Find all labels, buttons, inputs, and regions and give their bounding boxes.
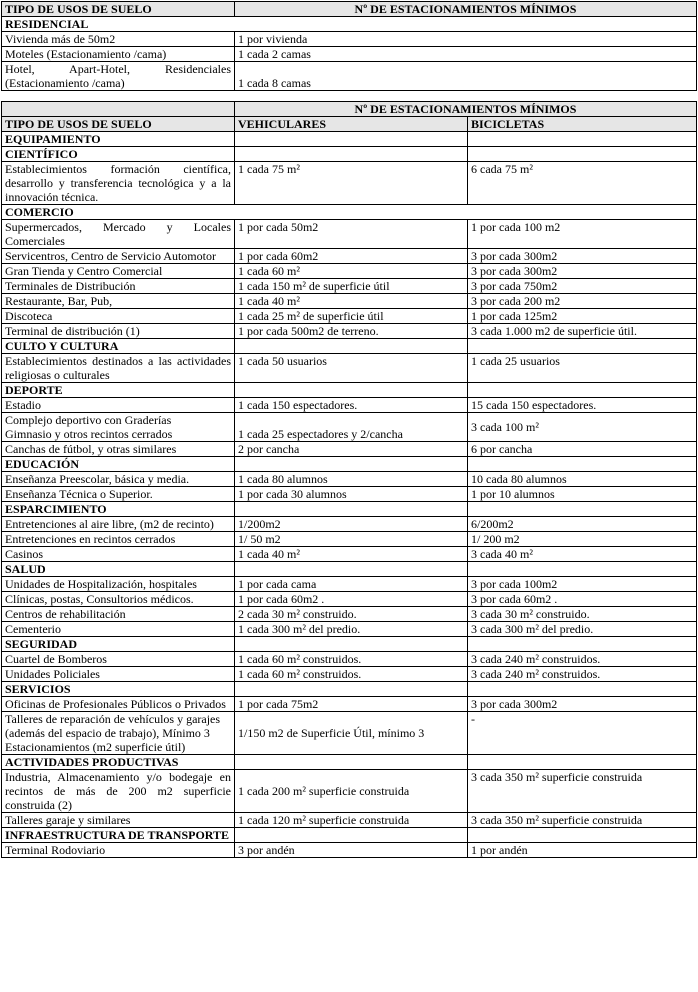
vehiculares-cell: 1 por cada cama [235,577,468,592]
table-row [2,652,697,667]
vehiculares-cell: 1 cada 40 m² [235,547,468,562]
uso-cell: Centros de rehabilitación [2,607,235,622]
bicicletas-cell: 3 cada 300 m² del predio. [468,622,697,637]
vehiculares-cell: 1 por cada 60m2 [235,249,468,264]
uso-cell: Restaurante, Bar, Pub, [2,294,235,309]
bicicletas-cell: 3 cada 240 m² construidos. [468,667,697,682]
header-tipo: TIPO DE USOS DE SUELO [2,117,235,132]
uso-line: Complejo deportivo con Graderías [5,413,172,427]
vehiculares-cell: 1 por cada 75m2 [235,697,468,712]
valor-cell: 1 por vivienda [235,32,697,47]
bicicletas-cell: 10 cada 80 alumnos [468,472,697,487]
bicicletas-cell: 1 cada 25 usuarios [468,354,697,383]
section-row [2,828,697,843]
uso-cell: Vivienda más de 50m2 [2,32,235,47]
bicicletas-cell: 3 cada 350 m² superficie construida [468,813,697,828]
vehiculares-cell: 1 cada 80 alumnos [235,472,468,487]
vehiculares-cell: 1 cada 120 m² superficie construida [235,813,468,828]
header-tipo: TIPO DE USOS DE SUELO [2,2,235,17]
table-row [2,47,697,62]
table-row [2,813,697,828]
vehiculares-cell: 1 cada 40 m² [235,294,468,309]
vehiculares-cell: 1 cada 150 espectadores. [235,398,468,413]
section-row [2,562,697,577]
table-row [2,309,697,324]
bicicletas-cell: 6 cada 75 m² [468,162,697,205]
vehiculares-cell: 1 por cada 60m2 . [235,592,468,607]
section-esparcimiento: ESPARCIMIENTO [2,502,235,517]
bicicletas-cell: 3 cada 240 m² construidos. [468,652,697,667]
header-estacionamientos: Nº DE ESTACIONAMIENTOS MÍNIMOS [235,102,697,117]
uso-cell: Supermercados, Mercado y Locales Comerciales [2,220,235,249]
vehiculares-cell: 1 por cada 50m2 [235,220,468,249]
uso-cell: Servicentros, Centro de Servicio Automotor [2,249,235,264]
bicicletas-cell: 3 por cada 300m2 [468,264,697,279]
bicicletas-cell: 1 por cada 125m2 [468,309,697,324]
header-bicicletas: BICICLETAS [468,117,697,132]
table-row [2,220,697,249]
section-row [2,457,697,472]
uso-cell: Entretenciones al aire libre, (m2 de recinto) [2,517,235,532]
uso-cell: Talleres de reparación de vehículos y garajes (además del espacio de trabajo), Mínimo 3 Estacionamientos (m2 superficie útil) [2,712,235,755]
bicicletas-cell: 3 cada 100 m² [468,413,697,442]
bicicletas-cell: 3 cada 1.000 m2 de superficie útil. [468,324,697,339]
vehiculares-cell: 1 cada 75 m² [235,162,468,205]
vehiculares-cell: 1 cada 60 m² construidos. [235,652,468,667]
section-equipamiento: EQUIPAMIENTO [2,132,235,147]
bicicletas-cell: 3 cada 40 m² [468,547,697,562]
table-row [2,264,697,279]
uso-cell: Terminales de Distribución [2,279,235,294]
uso-cell: Unidades Policiales [2,667,235,682]
uso-cell: Talleres garaje y similares [2,813,235,828]
vehiculares-cell: 2 por cancha [235,442,468,457]
vehiculares-cell: 1 cada 60 m² [235,264,468,279]
header-row [2,117,697,132]
uso-cell: Estadio [2,398,235,413]
table-row [2,413,697,442]
bicicletas-cell: - [468,712,697,755]
bicicletas-cell: 3 cada 30 m² construido. [468,607,697,622]
table-row [2,32,697,47]
table-row [2,162,697,205]
section-row [2,147,697,162]
section-servicios: SERVICIOS [2,682,235,697]
table-row [2,547,697,562]
section-residencial: RESIDENCIAL [2,17,697,32]
residencial-table [1,1,697,91]
table-row [2,398,697,413]
vehiculares-cell: 1 cada 50 usuarios [235,354,468,383]
section-productivas: ACTIVIDADES PRODUCTIVAS [2,755,235,770]
vehiculares-cell: 2 cada 30 m² construido. [235,607,468,622]
uso-cell: Establecimientos formación científica, desarrollo y transferencia tecnológica y a la innovación técnica. [2,162,235,205]
section-row [2,383,697,398]
vehiculares-cell: 1/ 50 m2 [235,532,468,547]
bicicletas-cell: 3 por cada 100m2 [468,577,697,592]
uso-cell: Entretenciones en recintos cerrados [2,532,235,547]
section-row [2,339,697,354]
section-cientifico: CIENTÍFICO [2,147,235,162]
uso-cell: Moteles (Estacionamiento /cama) [2,47,235,62]
table-row [2,62,697,91]
table-row [2,324,697,339]
table-row [2,442,697,457]
bicicletas-cell: 15 cada 150 espectadores. [468,398,697,413]
section-row [2,205,697,220]
uso-cell: Discoteca [2,309,235,324]
valor-cell: 1 cada 8 camas [235,62,697,91]
vehiculares-cell: 1 cada 300 m² del predio. [235,622,468,637]
table-row [2,667,697,682]
uso-cell: Canchas de fútbol, y otras similares [2,442,235,457]
bicicletas-cell: 3 por cada 750m2 [468,279,697,294]
vehiculares-cell: 1/200m2 [235,517,468,532]
bicicletas-cell: 1 por cada 100 m2 [468,220,697,249]
vehiculares-cell: 1 cada 25 m² de superficie útil [235,309,468,324]
vehiculares-cell: 1 cada 150 m² de superficie útil [235,279,468,294]
table-row [2,843,697,858]
section-culto: CULTO Y CULTURA [2,339,235,354]
vehiculares-cell: 1 cada 200 m² superficie construida [235,770,468,813]
table-row [2,622,697,637]
uso-cell: Establecimientos destinados a las actividades religiosas o culturales [2,354,235,383]
bicicletas-cell: 3 por cada 60m2 . [468,592,697,607]
table-row [2,294,697,309]
table-row [2,354,697,383]
bicicletas-cell: 3 por cada 300m2 [468,697,697,712]
table-row [2,487,697,502]
uso-cell: Cuartel de Bomberos [2,652,235,667]
uso-cell: Terminal Rodoviario [2,843,235,858]
section-row [2,637,697,652]
bicicletas-cell: 1 por 10 alumnos [468,487,697,502]
uso-cell: Oficinas de Profesionales Públicos o Privados [2,697,235,712]
bicicletas-cell: 1 por andén [468,843,697,858]
uso-cell: Industria, Almacenamiento y/o bodegaje en recintos de más de 200 m2 superficie construida (2) [2,770,235,813]
table-row [2,532,697,547]
table-row [2,607,697,622]
uso-cell: Enseñanza Preescolar, básica y media. [2,472,235,487]
table-row [2,249,697,264]
section-educacion: EDUCACIÓN [2,457,235,472]
section-row [2,502,697,517]
table-row [2,697,697,712]
vehiculares-cell: 1 cada 25 espectadores y 2/cancha [235,413,468,442]
uso-cell: Casinos [2,547,235,562]
header-empty [2,102,235,117]
section-row [2,682,697,697]
uso-cell: Unidades de Hospitalización, hospitales [2,577,235,592]
uso-cell: Cementerio [2,622,235,637]
table-row [2,770,697,813]
table-row [2,517,697,532]
table-row [2,592,697,607]
header-row [2,102,697,117]
bicicletas-cell: 3 por cada 200 m2 [468,294,697,309]
bicicletas-cell: 3 cada 350 m² superficie construida [468,770,697,813]
section-seguridad: SEGURIDAD [2,637,235,652]
uso-cell: Gran Tienda y Centro Comercial [2,264,235,279]
section-comercio: COMERCIO [2,205,697,220]
table-row [2,279,697,294]
header-row [2,2,697,17]
uso-cell: Hotel, Apart-Hotel, Residenciales (Estacionamiento /cama) [2,62,235,91]
vehiculares-cell: 1/150 m2 de Superficie Útil, mínimo 3 [235,712,468,755]
uso-cell: Terminal de distribución (1) [2,324,235,339]
bicicletas-cell: 3 por cada 300m2 [468,249,697,264]
vehiculares-cell: 1 cada 60 m² construidos. [235,667,468,682]
uso-line: Gimnasio y otros recintos cerrados [5,427,173,441]
uso-cell: Clínicas, postas, Consultorios médicos. [2,592,235,607]
table-row [2,712,697,755]
section-salud: SALUD [2,562,235,577]
valor-cell: 1 cada 2 camas [235,47,697,62]
section-row [2,755,697,770]
header-estacionamientos: Nº DE ESTACIONAMIENTOS MÍNIMOS [235,2,697,17]
vehiculares-cell: 1 por cada 30 alumnos [235,487,468,502]
section-row [2,132,697,147]
bicicletas-cell: 1/ 200 m2 [468,532,697,547]
vehiculares-cell: 3 por andén [235,843,468,858]
equipamiento-table [1,101,697,858]
uso-cell: Enseñanza Técnica o Superior. [2,487,235,502]
section-row [2,17,697,32]
table-row [2,577,697,592]
section-deporte: DEPORTE [2,383,235,398]
section-infraestructura: INFRAESTRUCTURA DE TRANSPORTE [2,828,235,843]
header-vehiculares: VEHICULARES [235,117,468,132]
bicicletas-cell: 6/200m2 [468,517,697,532]
uso-cell [2,413,235,442]
vehiculares-cell: 1 por cada 500m2 de terreno. [235,324,468,339]
table-row [2,472,697,487]
bicicletas-cell: 6 por cancha [468,442,697,457]
